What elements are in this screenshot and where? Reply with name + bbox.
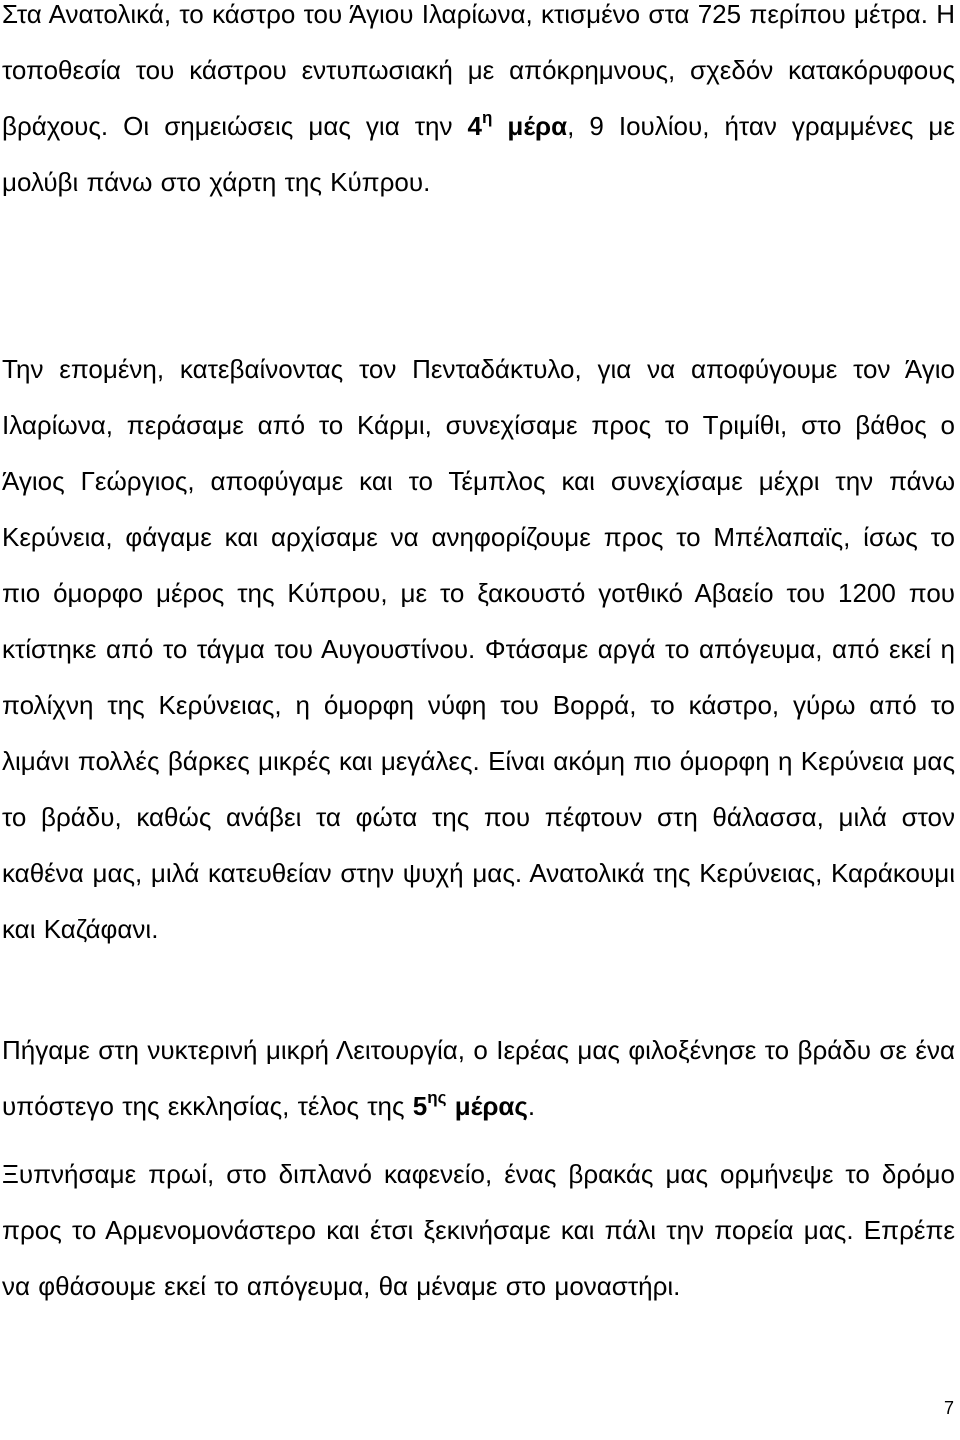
day-ordinal-suffix: ης <box>427 1088 447 1107</box>
paragraph-night-liturgy <box>2 1022 955 1134</box>
paragraph-text: . <box>527 1091 536 1121</box>
paragraph-text: Ξυπνήσαμε πρωί, στο διπλανό καφενείο, ένας βρακάς μας ορμήνεψε το δρόμο προς το Αρμενομονάστερο και έτσι ξεκινήσαμε και πάλι την πορεία μας. Επρέπε να φθάσουμε εκεί το απόγευμα, θα μέναμε στο μοναστήρι. <box>2 1159 955 1301</box>
paragraph-text: Στα Ανατολικά, το κάστρο του Άγιου Ιλαρίωνα, κτισμένο στα 725 περίπου μέτρα. Η τοποθεσία του κάστρου εντυπωσιακή με απόκρημνους, σχεδόν κατακόρυφους βράχους. Οι σημειώσεις μας για την <box>2 0 955 141</box>
day-word: μέρας <box>454 1091 528 1121</box>
paragraph-text: Την επομένη, κατεβαίνοντας τον Πενταδάκτυλο, για να αποφύγουμε τον Άγιο Ιλαρίωνα, περάσαμε από το Κάρμι, συνεχίσαμε προς το Τριμίθι, στο βάθος ο Άγιος Γεώργιος, αποφύγαμε και το Τέμπλος και συνεχίσαμε μέχρι την πάνω Κερύνεια, φάγαμε και αρχίσαμε να ανηφορίζουμε προς το Μπέλαπαϊς, ίσως το πιο όμορφο μέρος της Κύπρου, με το ξακουστό γοτθικό Αβαείο του 1200 που κτίστηκε από το τάγμα του Αυγουστίνου. Φτάσαμε αργά το απόγευμα, από εκεί η πολίχνη της Κερύνειας, η όμορφη νύφη του Βορρά, το κάστρο, γύρω από το λιμάνι πολλές βάρκες μικρές και μεγάλες. Είναι ακόμη πιο όμορφη η Κερύνεια μας το βράδυ, καθώς ανάβει τα φώτα της που πέφτουν στη θάλασσα, μιλά στον καθένα μας, μιλά κατευθείαν στην ψυχή μας. Ανατολικά της Κερύνειας, Καράκουμι και Καζάφανι. <box>2 354 955 944</box>
paragraph-journey-to-kyrenia <box>2 341 955 957</box>
day-number: 5 <box>412 1091 428 1121</box>
paragraph-morning-departure <box>2 1146 955 1314</box>
paragraph-text: Πήγαμε στη νυκτερινή μικρή Λειτουργία, ο Ιερέας μας φιλοξένησε το βράδυ σε ένα υπόστεγο της εκκλησίας, τέλος της <box>2 1035 955 1121</box>
paragraph-text: , 9 Ιουλίου, ήταν γραμμένες με μολύβι πάνω στο χάρτη της Κύπρου. <box>2 111 955 197</box>
paragraph-saint-hilarion-castle <box>2 0 955 210</box>
day-ordinal-suffix: η <box>481 108 493 127</box>
page-number: 7 <box>943 1398 954 1418</box>
day-word: μέρα <box>507 111 568 141</box>
day-number: 4 <box>467 111 482 141</box>
